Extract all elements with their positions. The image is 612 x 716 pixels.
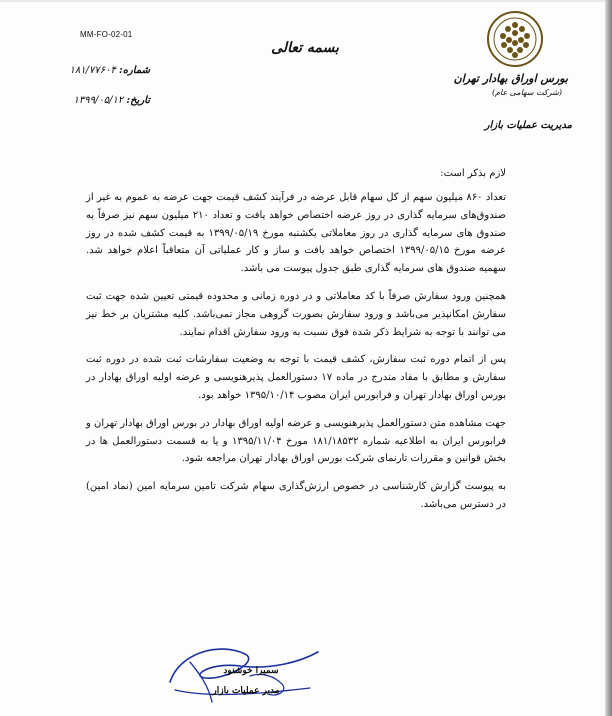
form-code: MM-FO-02-01 xyxy=(80,30,133,39)
signatory-name: سمیرا خوشنود xyxy=(223,666,279,676)
paragraph-3: پس از اتمام دوره ثبت سفارش، کشف قیمت با توجه به وضعیت سفارشات ثبت شده در دوره ثبت سفارش و مطابق با مفاد مندرج در ماده ۱۷ دستورالعمل پذیرهنویسی و عرضه اولیه اوراق بهادار در بورس اوراق بهادار تهران و فرابورس ایران مصوب ۱۳۹۵/۱۰/۱۴ خواهد بود. xyxy=(86,354,506,401)
letter-date xyxy=(30,95,150,106)
paragraph-1: تعداد ۸۶۰ میلیون سهم از کل سهام قابل عرضه در فرآیند کشف قیمت جهت عرضه به عموم به غیر از صندوق‌های سرمایه گذاری در روز عرضه اختصاص خواهد یافت و تعداد ۲۱۰ میلیون سهم نیز صرفاً به صندوق های سرمایه گذاری در روز معاملاتی یکشنبه مورخ ۱۳۹۹/۰۵/۱۹ به قیمت کشف شده در روز عرضه مورخ ۱۳۹۹/۰۵/۱۵ اختصاص خواهد یافت و ساز و کار عملیاتی آن متعاقباً اعلام خواهد شد. سهمیه صندوق های سرمایه گذاری طبق جدول پیوست می باشد. xyxy=(86,192,506,275)
top-border xyxy=(0,0,612,2)
date-label: تاریخ: xyxy=(126,95,150,106)
letter-body xyxy=(86,170,506,514)
organization-type: (شرکت سهامی عام) xyxy=(491,88,562,97)
date-value: ۱۳۹۹/۰۵/۱۲ xyxy=(73,95,124,106)
paragraph-2: همچنین ورود سفارش صرفاً با کد معاملاتی و در دوره زمانی و محدوده قیمتی تعیین شده جهت ثبت سفارش امکانپذیر می‌باشد و ورود سفارش بصورت گروهی مجاز نمی‌باشد. کلیه مشتریان بر خط نیز می توانند با توجه به شرایط ذکر شده فوق نسبت به ورود سفارش اقدام نمایند. xyxy=(86,290,506,338)
number-label: شماره: xyxy=(119,65,150,76)
number-value: ۱۸۱/۷۷۶۰۴ xyxy=(69,65,116,76)
exchange-logo-icon xyxy=(486,10,544,68)
letter-number xyxy=(30,65,150,76)
page-edge-shadow xyxy=(605,0,612,716)
organization-name: بورس اوراق بهادار تهران xyxy=(453,72,568,85)
department-name: مدیریت عملیات بازار xyxy=(484,120,572,131)
paragraph-4: جهت مشاهده متن دستورالعمل پذیرهنویسی و عرضه اولیه اوراق بهادار در بورس اوراق بهادار تهران و فرابورس ایران به اطلاعیه شماره ۱۸۱/۱۸۵۳۲ مورخ ۱۳۹۵/۱۱/۰۴ و یا به قسمت دستورالعمل ها در بخش قوانین و مقررات تارنمای شرکت بورس اوراق بهادار تهران مراجعه شود. xyxy=(86,417,506,465)
greeting: لازم بذکر است: xyxy=(440,168,506,179)
signatory-title: مدیر عملیات بازار xyxy=(212,686,280,696)
paragraph-5: به پیوست گزارش کارشناسی در خصوص ارزش‌گذاری سهام شرکت تامین سرمایه امین (نماد امین) در دسترس می‌باشد. xyxy=(86,481,507,510)
invocation-heading: بسمه تعالی xyxy=(271,40,339,56)
